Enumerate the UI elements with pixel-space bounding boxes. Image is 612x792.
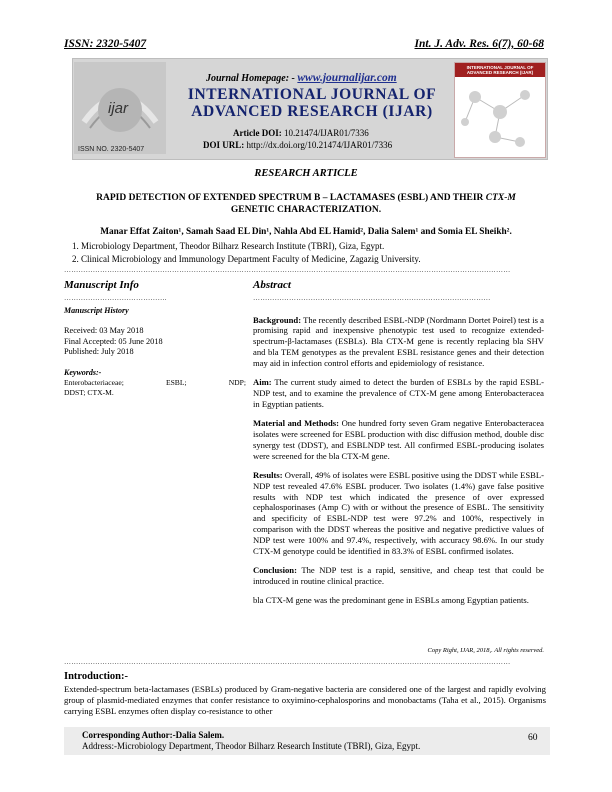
info-dots: ……………………………………. [64,294,167,302]
conclusion-text: The NDP test is a rapid, sensitive, and cheap test that could be introduced in routine clinical practice. [253,564,544,586]
manuscript-history: Manuscript History [64,306,129,315]
copyright: Copy Right, IJAR, 2018,. All rights reserved. [427,647,544,654]
article-type: RESEARCH ARTICLE [254,168,358,179]
doi-label: Article DOI: [233,128,282,138]
abstract-dots: ……………………………………………………………………………………… [253,294,491,302]
page-number: 60 [528,733,538,743]
aim-label: Aim: [253,377,272,388]
abstract-body [253,306,544,614]
article-title-a: RAPID DETECTION OF EXTENDED SPECTRUM B – LACTAMASES (ESBL) AND THEIR [96,193,486,203]
methods-text: One hundred forty seven Gram negative Enterobacteracea isolates were screened for ESBL production with disc diffusion method, double disc synergy test (DDST), and ESBLNDP test. All confirmed ESBL-producing isolates were screened for the bla CTX-M gene. [253,418,544,461]
methods-label: Material and Methods: [253,418,339,429]
doi-url [203,140,392,150]
keyword: ESBL; [165,378,187,387]
results-text: Overall, 49% of isolates were ESBL positive using the DDST while ESBL-NDP test revealed 47.6% ESBL producer. Two isolates (1.4%) gave false positive results with NDP test which indicated the presence of over expressed cephalosporinases (Amp C) with or without the presence of ESBL. The sensitivity and specificity of ESBL-NDP test were 97.2% and 100%, respectively in comparison with the DDST whereas the positive and negative predictive values of NDP test were 100% and 97.4%, respectively, with accuracy 98.6%. In our study CTX-M genotype could be identified in 83.3% of ESBL confirmed isolates. [253,469,544,556]
doi-value: 10.21474/IJAR01/7336 [283,128,369,138]
journal-homepage [206,72,397,84]
keyword: DDST; CTX-M. [64,388,114,397]
journal-title-line1: INTERNATIONAL JOURNAL OF [187,86,437,103]
affiliation-2: 2. Clinical Microbiology and Immunology Department Faculty of Medicine, Zagazig University. [72,254,421,264]
separator-dots: …………………………………………………………………………………………………………………………………………………………………… [64,266,511,274]
abstract-last: bla CTX-M gene was the predominant gene in ESBLs among Egyptian patients. [253,595,529,606]
date-accepted: Final Accepted: 05 June 2018 [64,336,163,346]
homepage-label: Journal Homepage: - [206,73,298,84]
citation-header: Int. J. Adv. Res. 6(7), 60-68 [414,38,544,50]
article-doi [233,128,369,138]
abstract-conclusion [253,565,544,587]
aim-text: The current study aimed to detect the burden of ESBLs by the rapid ESBL-NDP test, and to examine the prevalence of CTX-M gene among Enterobacteracea in Egyptian patients. [253,377,544,409]
dates [64,326,163,358]
logo-issn: ISSN NO. 2320-5407 [78,146,145,153]
journal-cover-image [454,62,546,158]
journal-title [176,86,448,120]
logo-text: ijar [108,100,129,117]
abstract-results [253,470,544,556]
journal-title-line2: ADVANCED RESEARCH (IJAR) [191,103,433,120]
article-title-b: CTX-M [485,193,516,203]
doi-url-label: DOI URL: [203,140,245,150]
doi-url-value[interactable]: http://dx.doi.org/10.21474/IJAR01/7336 [246,140,393,150]
background-text: The recently described ESBL-NDP (Nordmann Dortet Poirel) test is a promising rapid and inexpensive phenotypic test used to recognize extended-spectrum-β-lactamases (ESBLs). Bla CTX-M gene is recently replacing bla SHV and bla TEM genotypes as the prevalent ESBL resistance genes and their detection may aid in infection control efforts and epidemiology of resistance. [253,314,544,368]
abstract-background [253,315,544,369]
author-address: Address:-Microbiology Department, Theodor Bilharz Research Institute (TBRI), Giza, Egypt. [82,741,421,751]
background-label: Background: [253,314,302,325]
cover-title: INTERNATIONAL JOURNAL OF ADVANCED RESEARCH (IJAR) [455,63,545,77]
introduction-heading: Introduction:- [64,671,128,682]
date-received: Received: 03 May 2018 [64,326,144,335]
homepage-link[interactable]: www.journalijar.com [297,72,397,84]
abstract-heading: Abstract [253,279,291,291]
authors: Manar Effat Zaiton¹, Samah Saad EL Din¹, Nahla Abd EL Hamid², Dalia Salem¹ and Somia EL Sheikh². [100,227,512,237]
results-label: Results: [253,469,283,480]
abstract-aim [253,377,544,409]
keywords-label: Keywords:- [64,368,102,377]
corresponding-author: Corresponding Author:-Dalia Salem. [82,730,225,740]
affiliation-1: 1. Microbiology Department, Theodor Bilharz Research Institute (TBRI), Giza, Egypt. [72,241,385,251]
manuscript-info-heading: Manuscript Info [64,279,139,291]
separator-dots: …………………………………………………………………………………………………………………………………………………………………… [64,658,511,666]
keyword: Enterobacteriaceae; [64,378,124,387]
introduction-text: Extended-spectrum beta-lactamases (ESBLs) produced by Gram-negative bacteria are considered one of the largest and rapidly evolving group of plasmid-mediated enzymes that confer resistance to oxyimino-cephalosporins and monobactams (Taha et al., 2015). Organisms carrying ESBL enzymes often display co-resistance to other [64,684,546,716]
article-title-c: GENETIC CHARACTERIZATION. [230,205,382,215]
abstract-methods [253,418,544,461]
keywords [64,378,246,398]
conclusion-label: Conclusion: [253,564,297,575]
date-published: Published: July 2018 [64,347,134,356]
article-title [64,192,548,216]
issn-header: ISSN: 2320-5407 [64,38,147,50]
molecule-icon [455,77,545,155]
keyword: NDP; [228,378,246,387]
